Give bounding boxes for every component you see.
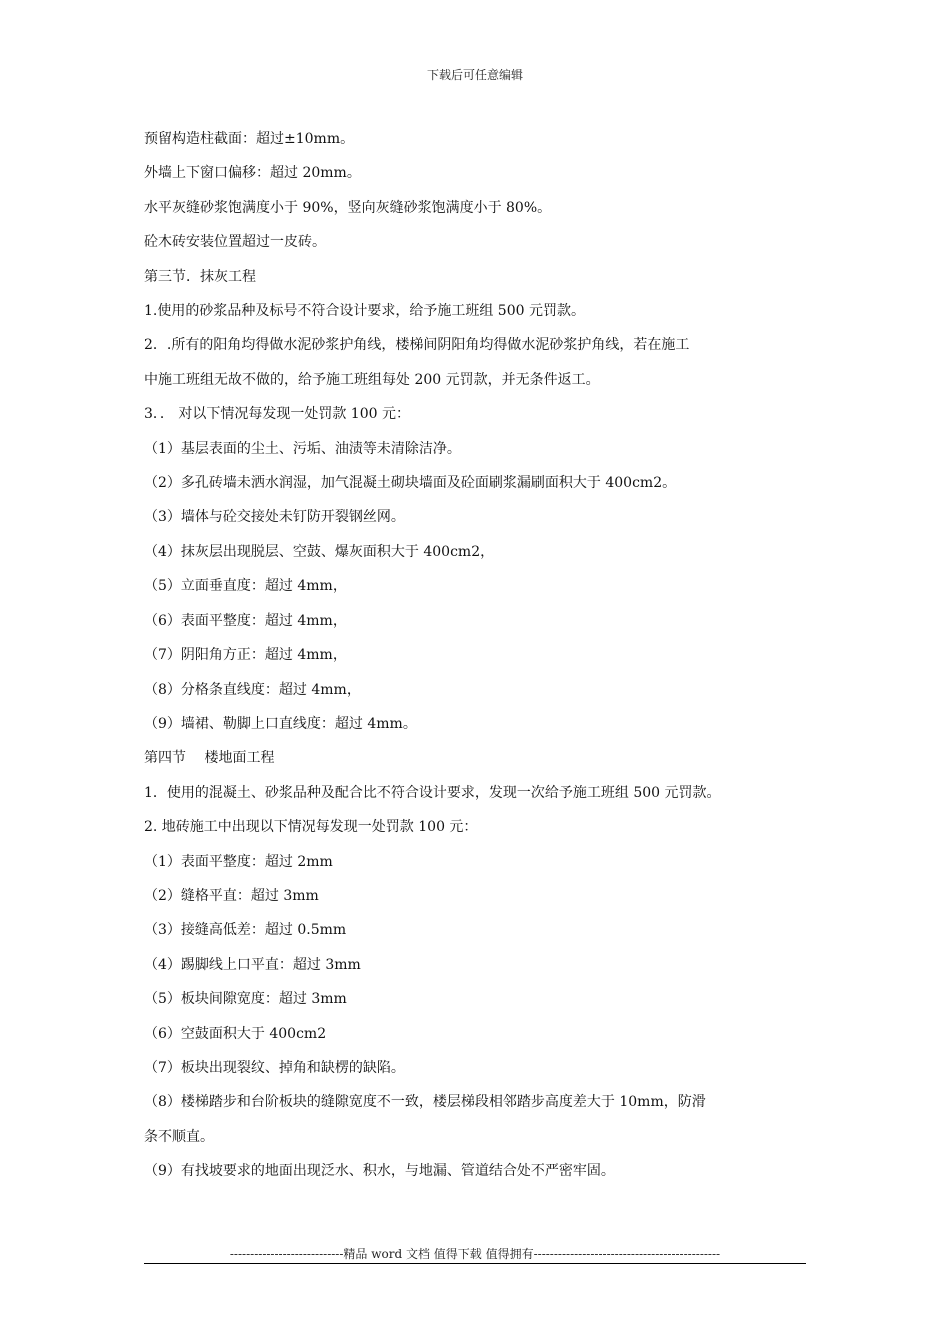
list-item: （5）立面垂直度：超过 4mm， <box>144 578 347 595</box>
list-item-continuation: 条不顺直。 <box>144 1128 214 1145</box>
text-line: 砼木砖安装位置超过一皮砖。 <box>144 234 326 251</box>
list-item: （4）踢脚线上口平直：超过 3mm <box>144 956 361 973</box>
list-item: （9）墙裙、勒脚上口直线度：超过 4mm。 <box>144 715 417 732</box>
section-heading: 第四节 楼地面工程 <box>144 750 275 767</box>
list-item: （5）板块间隙宽度：超过 3mm <box>144 991 347 1008</box>
list-item: （7）阴阳角方正：超过 4mm， <box>144 647 347 664</box>
text-line: 水平灰缝砂浆饱满度小于 90%，竖向灰缝砂浆饱满度小于 80%。 <box>144 199 552 216</box>
text-line: 中施工班组无故不做的，给予施工班组每处 200 元罚款，并无条件返工。 <box>144 371 600 388</box>
list-item: （6）空鼓面积大于 400cm2 <box>144 1025 327 1042</box>
document-body <box>144 122 810 1189</box>
footer-divider <box>144 1263 806 1264</box>
list-item: （3）接缝高低差：超过 0.5mm <box>144 922 347 939</box>
list-item: （4）抹灰层出现脱层、空鼓、爆灰面积大于 400cm2， <box>144 543 495 560</box>
list-item: （6）表面平整度：超过 4mm， <box>144 612 347 629</box>
text-line: 2．.所有的阳角均得做水泥砂浆护角线，楼梯间阴阳角均得做水泥砂浆护角线，若在施工 <box>144 337 690 354</box>
list-item: （3）墙体与砼交接处未钉防开裂钢丝网。 <box>144 509 405 526</box>
list-item: （1）表面平整度：超过 2mm <box>144 853 333 870</box>
list-item: （8）分格条直线度：超过 4mm， <box>144 681 361 698</box>
text-line: 预留构造柱截面：超过±10mm。 <box>144 131 355 147</box>
list-item: （2）缝格平直：超过 3mm <box>144 887 319 904</box>
text-line: 3．． 对以下情况每发现一处罚款 100 元： <box>144 406 410 423</box>
list-item: （1）基层表面的尘土、污垢、油渍等未清除洁净。 <box>144 440 461 457</box>
text-line: 2. 地砖施工中出现以下情况每发现一处罚款 100 元： <box>144 819 478 836</box>
section-heading: 第三节．抹灰工程 <box>144 268 256 285</box>
text-line: 外墙上下窗口偏移：超过 20mm。 <box>144 165 361 182</box>
list-item: （8）楼梯踏步和台阶板块的缝隙宽度不一致，楼层梯段相邻踏步高度差大于 10mm，防滑 <box>144 1094 706 1111</box>
list-item: （7）板块出现裂纹、掉角和缺楞的缺陷。 <box>144 1059 405 1076</box>
page-header: 下载后可任意编辑 <box>426 68 523 82</box>
list-item: （2）多孔砖墙未洒水润湿，加气混凝土砌块墙面及砼面刷浆漏刷面积大于 400cm2。 <box>144 475 677 492</box>
list-item: （9）有找坡要求的地面出现泛水、积水，与地漏、管道结合处不严密牢固。 <box>144 1163 615 1180</box>
text-line: 1.使用的砂浆品种及标号不符合设计要求，给予施工班组 500 元罚款。 <box>144 303 585 320</box>
text-line: 1．使用的混凝土、砂浆品种及配合比不符合设计要求，发现一次给予施工班组 500 元罚款。 <box>144 784 721 801</box>
page-footer: ----------------------------精品 word 文档 值得下载 值得拥有---------------------------------------------- <box>229 1247 721 1261</box>
